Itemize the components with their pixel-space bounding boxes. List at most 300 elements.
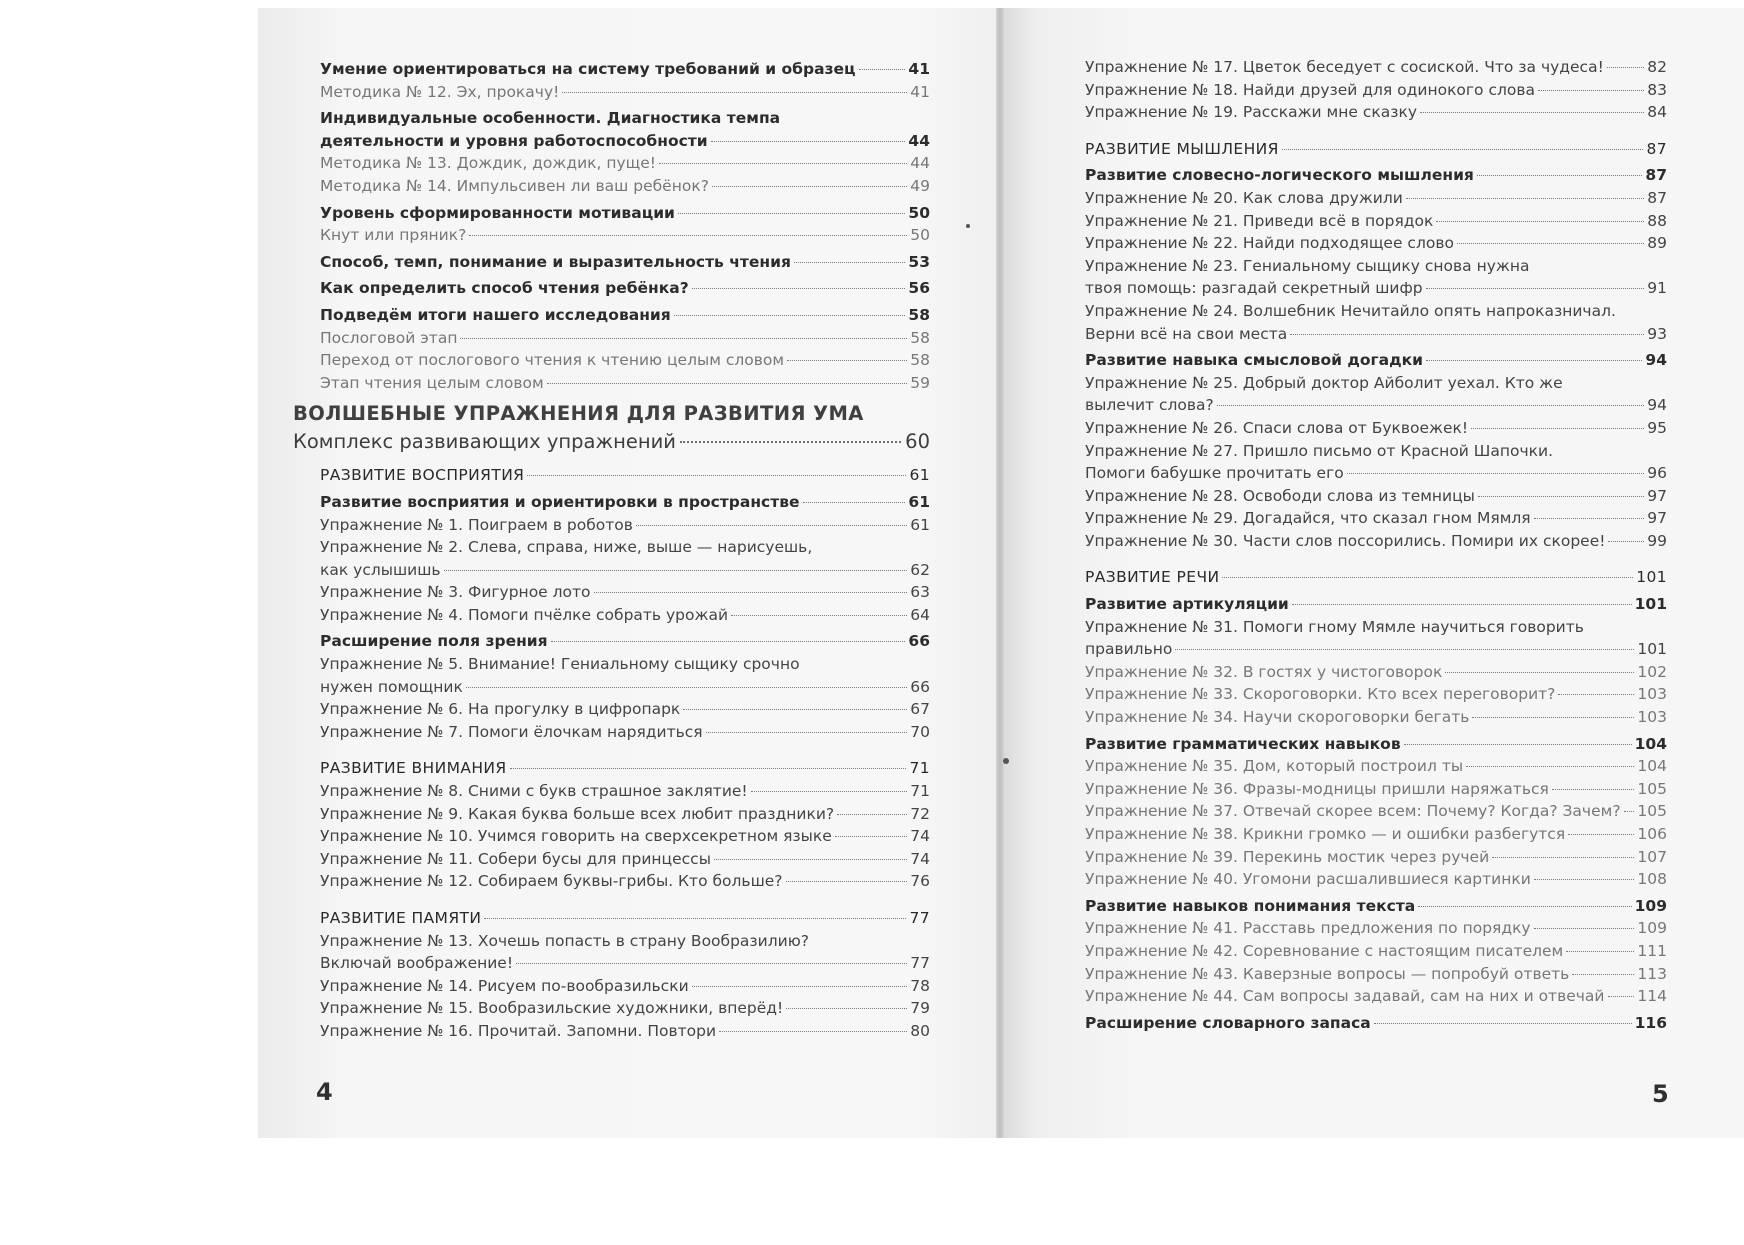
toc-entry-row	[1085, 349, 1667, 372]
toc-entry-row	[320, 152, 930, 175]
dot-leader	[1534, 928, 1635, 929]
toc-entry-page: 66	[910, 677, 930, 696]
toc-entry[interactable]	[320, 251, 930, 274]
toc-entry-page: 82	[1647, 58, 1667, 76]
toc-entry-row	[1085, 895, 1667, 918]
toc-entry-row	[1085, 1012, 1667, 1035]
toc-entry-title: как услышишь	[320, 560, 441, 579]
toc-entry-page: 76	[910, 872, 930, 891]
toc-entry[interactable]	[320, 997, 930, 1020]
toc-entry-page: 87	[1647, 188, 1667, 207]
toc-entry[interactable]	[320, 536, 930, 581]
dot-leader	[1426, 360, 1642, 361]
toc-entry-title: РАЗВИТИЕ ВОСПРИЯТИЯ	[320, 466, 525, 485]
toc-entry[interactable]	[320, 604, 930, 627]
dot-leader	[1552, 789, 1635, 790]
toc-entry-page: 109	[1634, 896, 1667, 915]
toc-entry-title: Как определить способ чтения ребёнка?	[320, 279, 689, 298]
toc-entry-page: 56	[908, 279, 930, 298]
toc-entry-title: Упражнение № 10. Учимся говорить на сверхсекретном языке	[320, 827, 832, 846]
toc-entry-row	[320, 825, 930, 848]
dot-leader	[1538, 90, 1644, 91]
toc-entry-page: 61	[909, 466, 930, 485]
toc-entry-page: 58	[910, 351, 930, 370]
toc-entry-page: 41	[910, 82, 930, 101]
toc-entry-page: 71	[909, 759, 930, 778]
toc-entry[interactable]	[320, 514, 930, 537]
toc-entry-page: 87	[1645, 166, 1667, 185]
toc-entry[interactable]	[320, 107, 930, 152]
toc-entry[interactable]	[1085, 733, 1667, 756]
toc-entry[interactable]	[1085, 56, 1667, 79]
toc-entry-title: Упражнение № 28. Освободи слова из темницы	[1085, 486, 1475, 505]
toc-list-diagnostics	[320, 58, 930, 394]
toc-entry-title: твоя помощь: разгадай секретный шифр	[1085, 279, 1423, 298]
toc-entry-page: 97	[1647, 486, 1667, 505]
toc-entry-row	[1085, 868, 1667, 891]
toc-entry[interactable]	[1085, 778, 1667, 801]
toc-entry[interactable]	[1085, 593, 1667, 616]
toc-entry[interactable]	[1085, 440, 1667, 485]
toc-entry-row	[1085, 638, 1667, 661]
toc-entry-title: Умение ориентироваться на систему требований и образец	[320, 60, 856, 78]
toc-entry-title: Упражнение № 4. Помоги пчёлке собрать урожай	[320, 605, 729, 624]
dot-leader	[859, 69, 906, 70]
toc-entry-page: 93	[1647, 324, 1667, 343]
toc-entry[interactable]	[1085, 187, 1667, 210]
toc-entry-title: Упражнение № 3. Фигурное лото	[320, 583, 591, 602]
toc-entry[interactable]	[320, 1020, 930, 1043]
dot-leader	[1534, 879, 1635, 880]
dot-leader	[1374, 1023, 1632, 1024]
book-spine	[996, 8, 1004, 1138]
toc-entry-title-line: Упражнение № 31. Помоги гному Мямле научиться говорить	[1085, 617, 1584, 636]
toc-entry-row	[1085, 661, 1667, 684]
page-number-left: 4	[316, 1078, 333, 1106]
toc-entry-title: Кнут или пряник?	[320, 226, 467, 245]
toc-entry-title: Упражнение № 34. Научи скороговорки бегать	[1085, 708, 1470, 727]
toc-entry-title: Упражнение № 33. Скороговорки. Кто всех переговорит?	[1085, 685, 1556, 704]
toc-entry-row	[1085, 138, 1667, 161]
toc-entry-page: 95	[1647, 418, 1667, 437]
toc-entry-row	[320, 491, 930, 514]
toc-entry-row	[1085, 79, 1667, 102]
toc-entry[interactable]	[320, 327, 930, 350]
dot-leader	[1217, 405, 1644, 406]
toc-entry[interactable]	[320, 224, 930, 247]
toc-entry[interactable]	[320, 825, 930, 848]
toc-entry[interactable]	[1085, 485, 1667, 508]
toc-entry-page: 87	[1646, 139, 1667, 158]
toc-entry-row	[320, 224, 930, 247]
toc-entry-page: 63	[910, 583, 930, 602]
toc-entry-row	[1085, 164, 1667, 187]
toc-entry[interactable]	[1085, 755, 1667, 778]
toc-entry-page: 106	[1637, 825, 1667, 843]
toc-entry-title: Развитие артикуляции	[1085, 595, 1289, 614]
toc-entry-page: 104	[1634, 734, 1667, 753]
toc-entry[interactable]	[1085, 917, 1667, 940]
toc-entry-row	[320, 698, 930, 721]
toc-entry-title: Упражнение № 41. Расставь предложения по порядку	[1085, 919, 1531, 938]
dot-leader	[510, 768, 907, 769]
toc-entry[interactable]	[320, 907, 930, 930]
toc-entry-title: Упражнение № 35. Дом, который построил ты	[1085, 757, 1464, 776]
chapter-heading-block	[293, 400, 930, 456]
dot-leader	[706, 732, 908, 733]
dot-leader	[1471, 428, 1644, 429]
toc-entry[interactable]	[1085, 683, 1667, 706]
dot-leader	[1404, 744, 1632, 745]
dot-leader	[444, 570, 908, 571]
toc-entry[interactable]	[1085, 372, 1667, 417]
toc-entry[interactable]	[1085, 138, 1667, 161]
toc-entry-title-line: Упражнение № 24. Волшебник Нечитайло опять напроказничал.	[1085, 301, 1616, 320]
toc-entry-page: 44	[910, 154, 930, 173]
dot-leader	[1568, 834, 1634, 835]
toc-entry-page: 103	[1637, 685, 1667, 704]
toc-entry[interactable]	[1085, 985, 1667, 1008]
dot-leader	[1466, 766, 1634, 767]
toc-entry-title: Упражнение № 20. Как слова дружили	[1085, 188, 1403, 207]
scan-speck	[966, 224, 970, 228]
dot-leader	[1347, 473, 1645, 474]
dot-leader	[835, 836, 908, 837]
toc-entry[interactable]	[320, 581, 930, 604]
dot-leader	[1608, 541, 1644, 542]
toc-entry-row	[1085, 755, 1667, 778]
toc-entry-title: Развитие грамматических навыков	[1085, 734, 1401, 753]
toc-entry-row	[320, 907, 930, 930]
toc-entry-title: Упражнение № 37. Отвечай скорее всем: Почему? Когда? Зачем?	[1085, 802, 1621, 821]
toc-entry-title: Верни всё на свои места	[1085, 324, 1288, 343]
dot-leader	[680, 441, 901, 443]
toc-entry-page: 50	[910, 226, 930, 245]
toc-entry[interactable]	[1085, 566, 1667, 589]
toc-entry-title: Упражнение № 21. Приведи всё в порядок	[1085, 211, 1434, 230]
dot-leader	[731, 615, 907, 616]
toc-entry[interactable]	[1085, 210, 1667, 233]
dot-leader	[1418, 906, 1631, 907]
toc-entry-title: Упражнение № 14. Рисуем по-вообразильски	[320, 976, 689, 995]
toc-entry[interactable]	[320, 304, 930, 327]
toc-entry-page: 109	[1637, 919, 1667, 938]
toc-entry-title: Развитие восприятия и ориентировки в пространстве	[320, 492, 800, 511]
toc-entry-page: 99	[1647, 531, 1667, 550]
toc-entry[interactable]	[320, 848, 930, 871]
toc-entry[interactable]	[1085, 706, 1667, 729]
toc-entry-row	[1085, 485, 1667, 508]
toc-entry[interactable]	[1085, 661, 1667, 684]
toc-entry[interactable]	[1085, 79, 1667, 102]
dot-leader	[692, 986, 908, 987]
toc-entry[interactable]	[320, 630, 930, 653]
toc-entry-row	[1085, 232, 1667, 255]
toc-entry-page: 103	[1637, 708, 1667, 727]
toc-entry-title: Упражнение № 44. Сам вопросы задавай, сам на них и отвечай	[1085, 987, 1605, 1006]
dot-leader	[786, 881, 908, 882]
toc-entry-row	[320, 1020, 930, 1043]
chapter-subtitle: Комплекс развивающих упражнений	[293, 430, 676, 454]
toc-entry-title: Развитие навыка смысловой догадки	[1085, 351, 1424, 370]
toc-entry-page: 101	[1634, 595, 1667, 614]
toc-entry-row	[320, 757, 930, 780]
toc-entry-page: 61	[908, 492, 930, 511]
toc-entry-row	[320, 327, 930, 350]
toc-entry[interactable]	[320, 803, 930, 826]
toc-entry[interactable]	[1085, 349, 1667, 372]
toc-entry-page: 102	[1637, 662, 1667, 681]
toc-entry-page: 104	[1637, 757, 1667, 776]
toc-entry-title: Переход от послогового чтения к чтению целым словом	[320, 351, 785, 370]
toc-entry-row	[1085, 566, 1667, 589]
dot-leader	[1478, 496, 1644, 497]
dot-leader	[1624, 811, 1635, 812]
toc-entry-title: Упражнение № 8. Сними с букв страшное заклятие!	[320, 782, 748, 801]
toc-entry[interactable]	[1085, 255, 1667, 300]
toc-entry-page: 58	[910, 328, 930, 347]
toc-entry-title: Послоговой этап	[320, 328, 458, 347]
toc-entry-row	[320, 870, 930, 893]
dot-leader	[551, 641, 906, 642]
toc-entry-row	[1085, 462, 1667, 485]
toc-entry-title: Упражнение № 1. Поиграем в роботов	[320, 515, 633, 534]
toc-entry-row	[1085, 187, 1667, 210]
toc-entry-row	[1085, 706, 1667, 729]
toc-entry-title: Методика № 13. Дождик, дождик, пуще!	[320, 154, 657, 173]
toc-entry-page: 94	[1645, 351, 1667, 370]
toc-entry-row	[320, 581, 930, 604]
toc-entry-row	[320, 848, 930, 871]
toc-entry[interactable]	[320, 653, 930, 698]
dot-leader	[787, 360, 907, 361]
toc-entry-title: Упражнение № 6. На прогулку в цифропарк	[320, 700, 681, 719]
toc-entry-row	[320, 514, 930, 537]
toc-entry-page: 70	[910, 722, 930, 741]
toc-entry-row	[320, 780, 930, 803]
dot-leader	[1282, 149, 1644, 150]
toc-entry-title: Упражнение № 7. Помоги ёлочкам нарядиться	[320, 722, 703, 741]
dot-leader	[636, 525, 907, 526]
dot-leader	[1492, 857, 1634, 858]
toc-entry-page: 62	[910, 560, 930, 579]
toc-entry-row	[320, 81, 930, 104]
toc-entry-title: правильно	[1085, 640, 1173, 659]
toc-entry[interactable]	[1085, 507, 1667, 530]
dot-leader	[1436, 221, 1644, 222]
toc-entry-row	[320, 175, 930, 198]
toc-entry-page: 53	[908, 252, 930, 271]
toc-entry-title: Расширение поля зрения	[320, 632, 548, 651]
toc-entry[interactable]	[320, 152, 930, 175]
toc-entry[interactable]	[320, 81, 930, 104]
toc-entry-page: 72	[910, 804, 930, 823]
toc-entry-page: 77	[909, 909, 930, 927]
toc-entry-title: Упражнение № 26. Спаси слова от Буквоежек!	[1085, 418, 1469, 437]
chapter-subtitle-page: 60	[905, 430, 930, 454]
toc-list-exercises	[320, 464, 930, 1042]
dot-leader	[674, 315, 906, 316]
dot-leader	[1406, 198, 1644, 199]
dot-leader	[1534, 518, 1645, 519]
dot-leader	[837, 814, 907, 815]
toc-entry-title: Развитие навыков понимания текста	[1085, 896, 1416, 915]
dot-leader	[714, 859, 907, 860]
toc-entry[interactable]	[1085, 868, 1667, 891]
dot-leader	[1292, 604, 1632, 605]
toc-entry[interactable]	[320, 372, 930, 395]
toc-entry-row	[1085, 277, 1667, 300]
dot-leader	[1457, 243, 1644, 244]
toc-entry-title: Упражнение № 11. Собери бусы для принцессы	[320, 849, 711, 868]
toc-entry[interactable]	[320, 975, 930, 998]
toc-entry[interactable]	[320, 780, 930, 803]
toc-entry-row	[320, 952, 930, 975]
toc-entry-title: нужен помощник	[320, 677, 463, 696]
toc-entry-page: 83	[1647, 80, 1667, 99]
toc-entry-row	[1085, 683, 1667, 706]
toc-entry-row	[1085, 823, 1667, 846]
dot-leader	[1608, 996, 1635, 997]
toc-entry-page: 96	[1647, 464, 1667, 483]
toc-entry-row	[320, 130, 930, 153]
toc-entry-row	[1085, 940, 1667, 963]
toc-entry-page: 108	[1637, 870, 1667, 889]
toc-entry[interactable]	[320, 930, 930, 975]
toc-entry[interactable]	[1085, 232, 1667, 255]
toc-entry[interactable]	[320, 721, 930, 744]
toc-entry-row	[1085, 846, 1667, 869]
toc-entry-title: Упражнение № 36. Фразы-модницы пришли наряжаться	[1085, 779, 1549, 798]
toc-entry-page: 113	[1637, 964, 1667, 983]
toc-entry-title: РАЗВИТИЕ ПАМЯТИ	[320, 909, 482, 927]
dot-leader	[562, 92, 907, 93]
toc-entry-row	[320, 721, 930, 744]
toc-entry[interactable]	[1085, 530, 1667, 553]
dot-leader	[1445, 672, 1634, 673]
toc-entry[interactable]	[320, 464, 930, 487]
toc-entry-page: 111	[1637, 941, 1667, 960]
toc-entry-title-line: Упражнение № 2. Слева, справа, ниже, выше — нарисуешь,	[320, 538, 813, 557]
toc-entry-page: 61	[910, 515, 930, 534]
toc-entry[interactable]	[1085, 940, 1667, 963]
dot-leader	[527, 475, 906, 476]
toc-entry-title-line: Упражнение № 25. Добрый доктор Айболит уехал. Кто же	[1085, 373, 1563, 392]
toc-entry-title: РАЗВИТИЕ МЫШЛЕНИЯ	[1085, 139, 1279, 158]
dot-leader	[786, 1008, 907, 1009]
dot-leader	[794, 262, 906, 263]
toc-entry-title: Упражнение № 16. Прочитай. Запомни. Повтори	[320, 1021, 717, 1040]
toc-entry-title: Развитие словесно-логического мышления	[1085, 166, 1474, 185]
toc-entry[interactable]	[1085, 846, 1667, 869]
dot-leader	[803, 502, 906, 503]
toc-entry-page: 74	[910, 827, 930, 846]
toc-entry-title: РАЗВИТИЕ ВНИМАНИЯ	[320, 759, 507, 778]
toc-entry-page: 84	[1647, 103, 1667, 122]
toc-entry-title: Упражнение № 40. Угомони расшалившиеся картинки	[1085, 870, 1531, 889]
dot-leader	[1222, 577, 1633, 578]
toc-entry-row	[1085, 778, 1667, 801]
toc-entry-page: 78	[910, 976, 930, 995]
toc-entry-row	[320, 997, 930, 1020]
toc-entry[interactable]	[1085, 616, 1667, 661]
toc-entry[interactable]	[320, 349, 930, 372]
toc-entry-page: 107	[1637, 847, 1667, 866]
dot-leader	[1175, 649, 1634, 650]
toc-entry-row	[1085, 800, 1667, 823]
dot-leader	[683, 709, 907, 710]
toc-entry-page: 91	[1647, 279, 1667, 298]
toc-entry[interactable]	[320, 277, 930, 300]
toc-entry-title: вылечит слова?	[1085, 396, 1214, 415]
dot-leader	[1477, 175, 1643, 176]
toc-entry-row	[1085, 101, 1667, 124]
toc-entry[interactable]	[1085, 800, 1667, 823]
dot-leader	[1572, 974, 1634, 975]
toc-entry[interactable]	[320, 757, 930, 780]
toc-entry[interactable]	[1085, 823, 1667, 846]
toc-entry-page: 88	[1647, 211, 1667, 230]
toc-entry-row	[320, 304, 930, 327]
toc-entry[interactable]	[1085, 895, 1667, 918]
toc-entry-title-line: Упражнение № 5. Внимание! Гениальному сыщику срочно	[320, 655, 800, 674]
toc-entry-title: Включай воображение!	[320, 954, 514, 973]
toc-entry[interactable]	[1085, 300, 1667, 345]
toc-entry-page: 64	[910, 605, 930, 624]
toc-entry[interactable]	[1085, 101, 1667, 124]
toc-entry[interactable]	[320, 58, 930, 81]
page-number-right: 5	[1652, 1080, 1669, 1108]
chapter-subtitle-entry[interactable]	[293, 428, 930, 456]
toc-entry-page: 105	[1637, 802, 1667, 821]
toc-entry[interactable]	[1085, 1012, 1667, 1035]
dot-leader	[711, 141, 906, 142]
toc-entry-title-line: Упражнение № 27. Пришло письмо от Красной Шапочки.	[1085, 441, 1554, 460]
dot-leader	[484, 918, 906, 919]
toc-entry[interactable]	[320, 491, 930, 514]
toc-entry-title: Упражнение № 29. Догадайся, что сказал гном Мямля	[1085, 509, 1531, 528]
toc-entry-page: 44	[908, 131, 930, 150]
toc-entry-row	[320, 277, 930, 300]
toc-entry-row	[1085, 323, 1667, 346]
right-toc	[1085, 56, 1667, 1034]
toc-entry-page: 101	[1636, 568, 1667, 587]
toc-list-exercises-continued	[1085, 56, 1667, 1034]
toc-entry-row	[320, 464, 930, 487]
toc-entry-row	[1085, 530, 1667, 553]
dot-leader	[466, 687, 907, 688]
toc-entry-page: 116	[1634, 1013, 1667, 1032]
toc-entry-row	[1085, 593, 1667, 616]
toc-entry[interactable]	[320, 870, 930, 893]
toc-entry[interactable]	[1085, 417, 1667, 440]
toc-entry-page: 50	[908, 203, 930, 222]
toc-entry-title: РАЗВИТИЕ РЕЧИ	[1085, 568, 1220, 587]
toc-entry[interactable]	[1085, 164, 1667, 187]
toc-entry-title: деятельности и уровня работоспособности	[320, 131, 708, 150]
toc-entry[interactable]	[320, 698, 930, 721]
toc-entry[interactable]	[320, 202, 930, 225]
dot-leader	[1426, 288, 1645, 289]
toc-entry-row	[320, 676, 930, 699]
toc-entry-page: 74	[910, 849, 930, 868]
toc-entry[interactable]	[320, 175, 930, 198]
toc-entry-title: Упражнение № 17. Цветок беседует с сосиской. Что за чудеса!	[1085, 58, 1604, 76]
toc-entry-title: Этап чтения целым словом	[320, 373, 544, 392]
toc-entry-row	[1085, 417, 1667, 440]
toc-entry[interactable]	[1085, 963, 1667, 986]
toc-entry-title: Расширение словарного запаса	[1085, 1013, 1371, 1032]
